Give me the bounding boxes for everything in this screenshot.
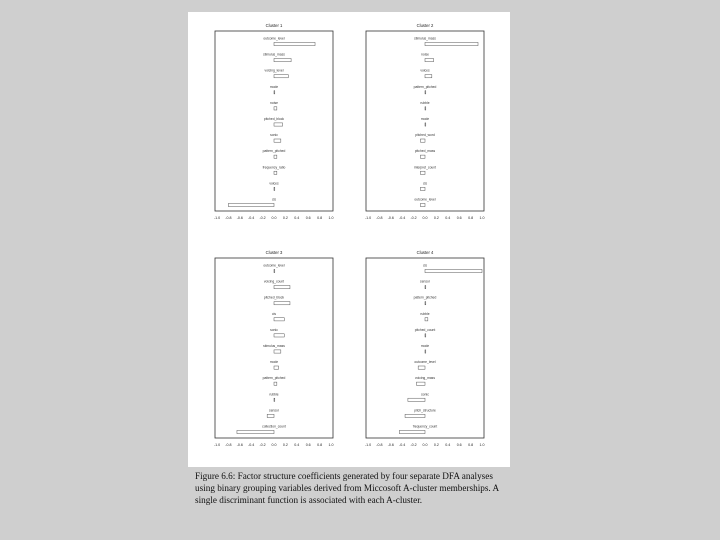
category-label: pitched_count [414, 327, 436, 332]
category-label: sensor [269, 408, 279, 413]
category-label: voicing_count [263, 279, 285, 284]
x-tick-label: -0.2 [410, 443, 417, 447]
category-label: pattern_pitched [262, 376, 286, 381]
x-tick-label: 0.0 [271, 216, 277, 220]
x-tick-label: 0.2 [433, 443, 439, 447]
bar [420, 171, 425, 174]
chart-svg [188, 12, 510, 467]
bar [420, 155, 425, 158]
x-tick-label: -0.4 [399, 216, 406, 220]
bar [274, 187, 275, 190]
x-tick-label: 0.8 [468, 443, 474, 447]
x-tick-label: -0.2 [259, 443, 266, 447]
subplot-title: Cluster 1 [265, 23, 283, 28]
bar [274, 398, 275, 401]
category-label: frequency_count [412, 424, 438, 429]
bar [405, 414, 425, 417]
category-label: pitched_block [263, 295, 285, 300]
subplot-title: Cluster 2 [416, 23, 434, 28]
x-tick-label: -1.0 [364, 443, 372, 447]
subplot-1 [214, 23, 334, 220]
bar [267, 414, 274, 417]
category-label: stimulus_mass [263, 344, 285, 348]
x-tick-label: -0.4 [399, 443, 406, 447]
x-tick-label: 0.6 [305, 216, 311, 220]
x-tick-label: -0.6 [387, 443, 394, 447]
category-label: sonic [270, 327, 278, 332]
category-label: rubble [269, 392, 279, 397]
subplot-3 [214, 250, 334, 447]
x-tick-label: 1.0 [479, 216, 485, 220]
x-tick-label: 0.2 [433, 216, 439, 220]
bar [274, 350, 281, 353]
subplot-2 [365, 23, 485, 220]
category-label: pattern_pitched [413, 84, 437, 89]
x-tick-label: 0.4 [294, 216, 300, 220]
bar [425, 318, 428, 321]
x-tick-label: -1.0 [364, 216, 372, 220]
bar [274, 139, 281, 142]
x-tick-label: -0.4 [248, 216, 255, 220]
bar [274, 171, 277, 174]
bar [420, 203, 425, 206]
category-label: pitched_mass [414, 149, 436, 154]
bar [274, 107, 277, 110]
bar [425, 42, 478, 45]
x-tick-label: 1.0 [328, 443, 334, 447]
x-tick-label: 0.2 [282, 216, 288, 220]
bar [425, 302, 426, 305]
subplot-4 [365, 250, 485, 447]
bar [274, 366, 279, 369]
figure-panel [188, 12, 510, 467]
category-label: rubble [420, 311, 430, 316]
category-label: sonic [270, 133, 278, 138]
category-label: outcome_level [263, 263, 285, 268]
x-tick-label: 0.8 [468, 216, 474, 220]
category-label: voicing_mass [415, 376, 435, 381]
category-label: voicing_level [264, 68, 284, 73]
bar [416, 382, 425, 385]
bar [274, 91, 275, 94]
x-tick-label: -0.8 [376, 443, 383, 447]
bar [274, 42, 315, 45]
bar [425, 75, 432, 78]
bar [425, 123, 426, 126]
x-tick-label: 1.0 [328, 216, 334, 220]
x-tick-label: 0.4 [445, 216, 451, 220]
x-tick-label: 0.4 [294, 443, 300, 447]
bar [420, 139, 425, 142]
bar [228, 203, 274, 206]
category-label: pitched_word [415, 133, 435, 138]
category-label: stimulus_mass [414, 36, 436, 41]
x-tick-label: 0.0 [422, 443, 428, 447]
category-label: sensor [420, 279, 430, 284]
category-label: mode [269, 360, 279, 365]
x-tick-label: 0.8 [317, 443, 323, 447]
category-label: cis [422, 181, 428, 186]
x-tick-label: -0.8 [376, 216, 383, 220]
bar [274, 318, 284, 321]
category-label: mode [420, 117, 430, 121]
bar [237, 430, 274, 433]
category-label: stimulus_mass [263, 52, 285, 57]
bar [274, 75, 288, 78]
bar [274, 286, 290, 289]
category-label: sonic [421, 392, 429, 397]
bar [274, 155, 277, 158]
x-tick-label: -0.6 [236, 443, 243, 447]
x-tick-label: 0.6 [305, 443, 311, 447]
x-tick-label: 0.2 [282, 443, 288, 447]
x-tick-label: 0.0 [271, 443, 277, 447]
category-label: outcome_level [263, 36, 285, 41]
category-label: cis [271, 197, 277, 202]
x-tick-label: -0.2 [259, 216, 266, 220]
category-label: outcome_level [414, 360, 436, 365]
x-tick-label: -1.0 [213, 443, 221, 447]
category-label: cis [271, 311, 277, 316]
category-label: pitch_structure [414, 408, 436, 413]
bar [418, 366, 425, 369]
category-label: collection_count [262, 424, 286, 429]
bar [425, 286, 426, 289]
bar [425, 91, 426, 94]
bar [274, 59, 291, 62]
x-tick-label: -0.2 [410, 216, 417, 220]
x-tick-label: -0.4 [248, 443, 255, 447]
bar [425, 59, 434, 62]
x-tick-label: 0.6 [456, 216, 462, 220]
category-label: pattern_pitched [262, 149, 286, 154]
category-label: noise [421, 52, 429, 57]
x-tick-label: 0.8 [317, 216, 323, 220]
bar [425, 334, 426, 337]
category-label: interpret_count [414, 165, 436, 170]
category-label: pitched_block [263, 117, 285, 121]
bar [425, 107, 426, 110]
x-tick-label: 1.0 [479, 443, 485, 447]
category-label: mode [420, 344, 430, 348]
category-label: rubble [420, 100, 430, 105]
x-tick-label: 0.6 [456, 443, 462, 447]
x-tick-label: -0.6 [387, 216, 394, 220]
category-label: voices [420, 68, 430, 73]
x-tick-label: 0.4 [445, 443, 451, 447]
subplot-title: Cluster 4 [416, 250, 434, 255]
x-tick-label: -0.8 [225, 443, 232, 447]
x-tick-label: 0.0 [422, 216, 428, 220]
bar [274, 334, 284, 337]
figure-caption: Figure 6.6: Factor structure coefficients generated by four separate DFA analyses using binary grouping variables derived from Miccosoft A-cluster memberships. A single discriminant function is associated with each A-cluster. [195, 471, 499, 505]
category-label: voices [269, 181, 279, 186]
category-label: cis [422, 263, 428, 268]
bar [274, 302, 290, 305]
category-label: pattern_pitched [413, 295, 437, 300]
x-tick-label: -1.0 [213, 216, 221, 220]
subplot-title: Cluster 3 [265, 250, 283, 255]
bar [408, 398, 425, 401]
bar [274, 269, 275, 272]
category-label: noise [270, 100, 278, 105]
category-label: mode [269, 84, 279, 89]
bar [274, 382, 277, 385]
category-label: frequency_ratio [262, 165, 286, 170]
bar [425, 269, 482, 272]
category-label: outcome_level [414, 197, 436, 202]
bar [420, 187, 425, 190]
bar [274, 123, 283, 126]
x-tick-label: -0.6 [236, 216, 243, 220]
bar [399, 430, 425, 433]
x-tick-label: -0.8 [225, 216, 232, 220]
bar [425, 350, 426, 353]
